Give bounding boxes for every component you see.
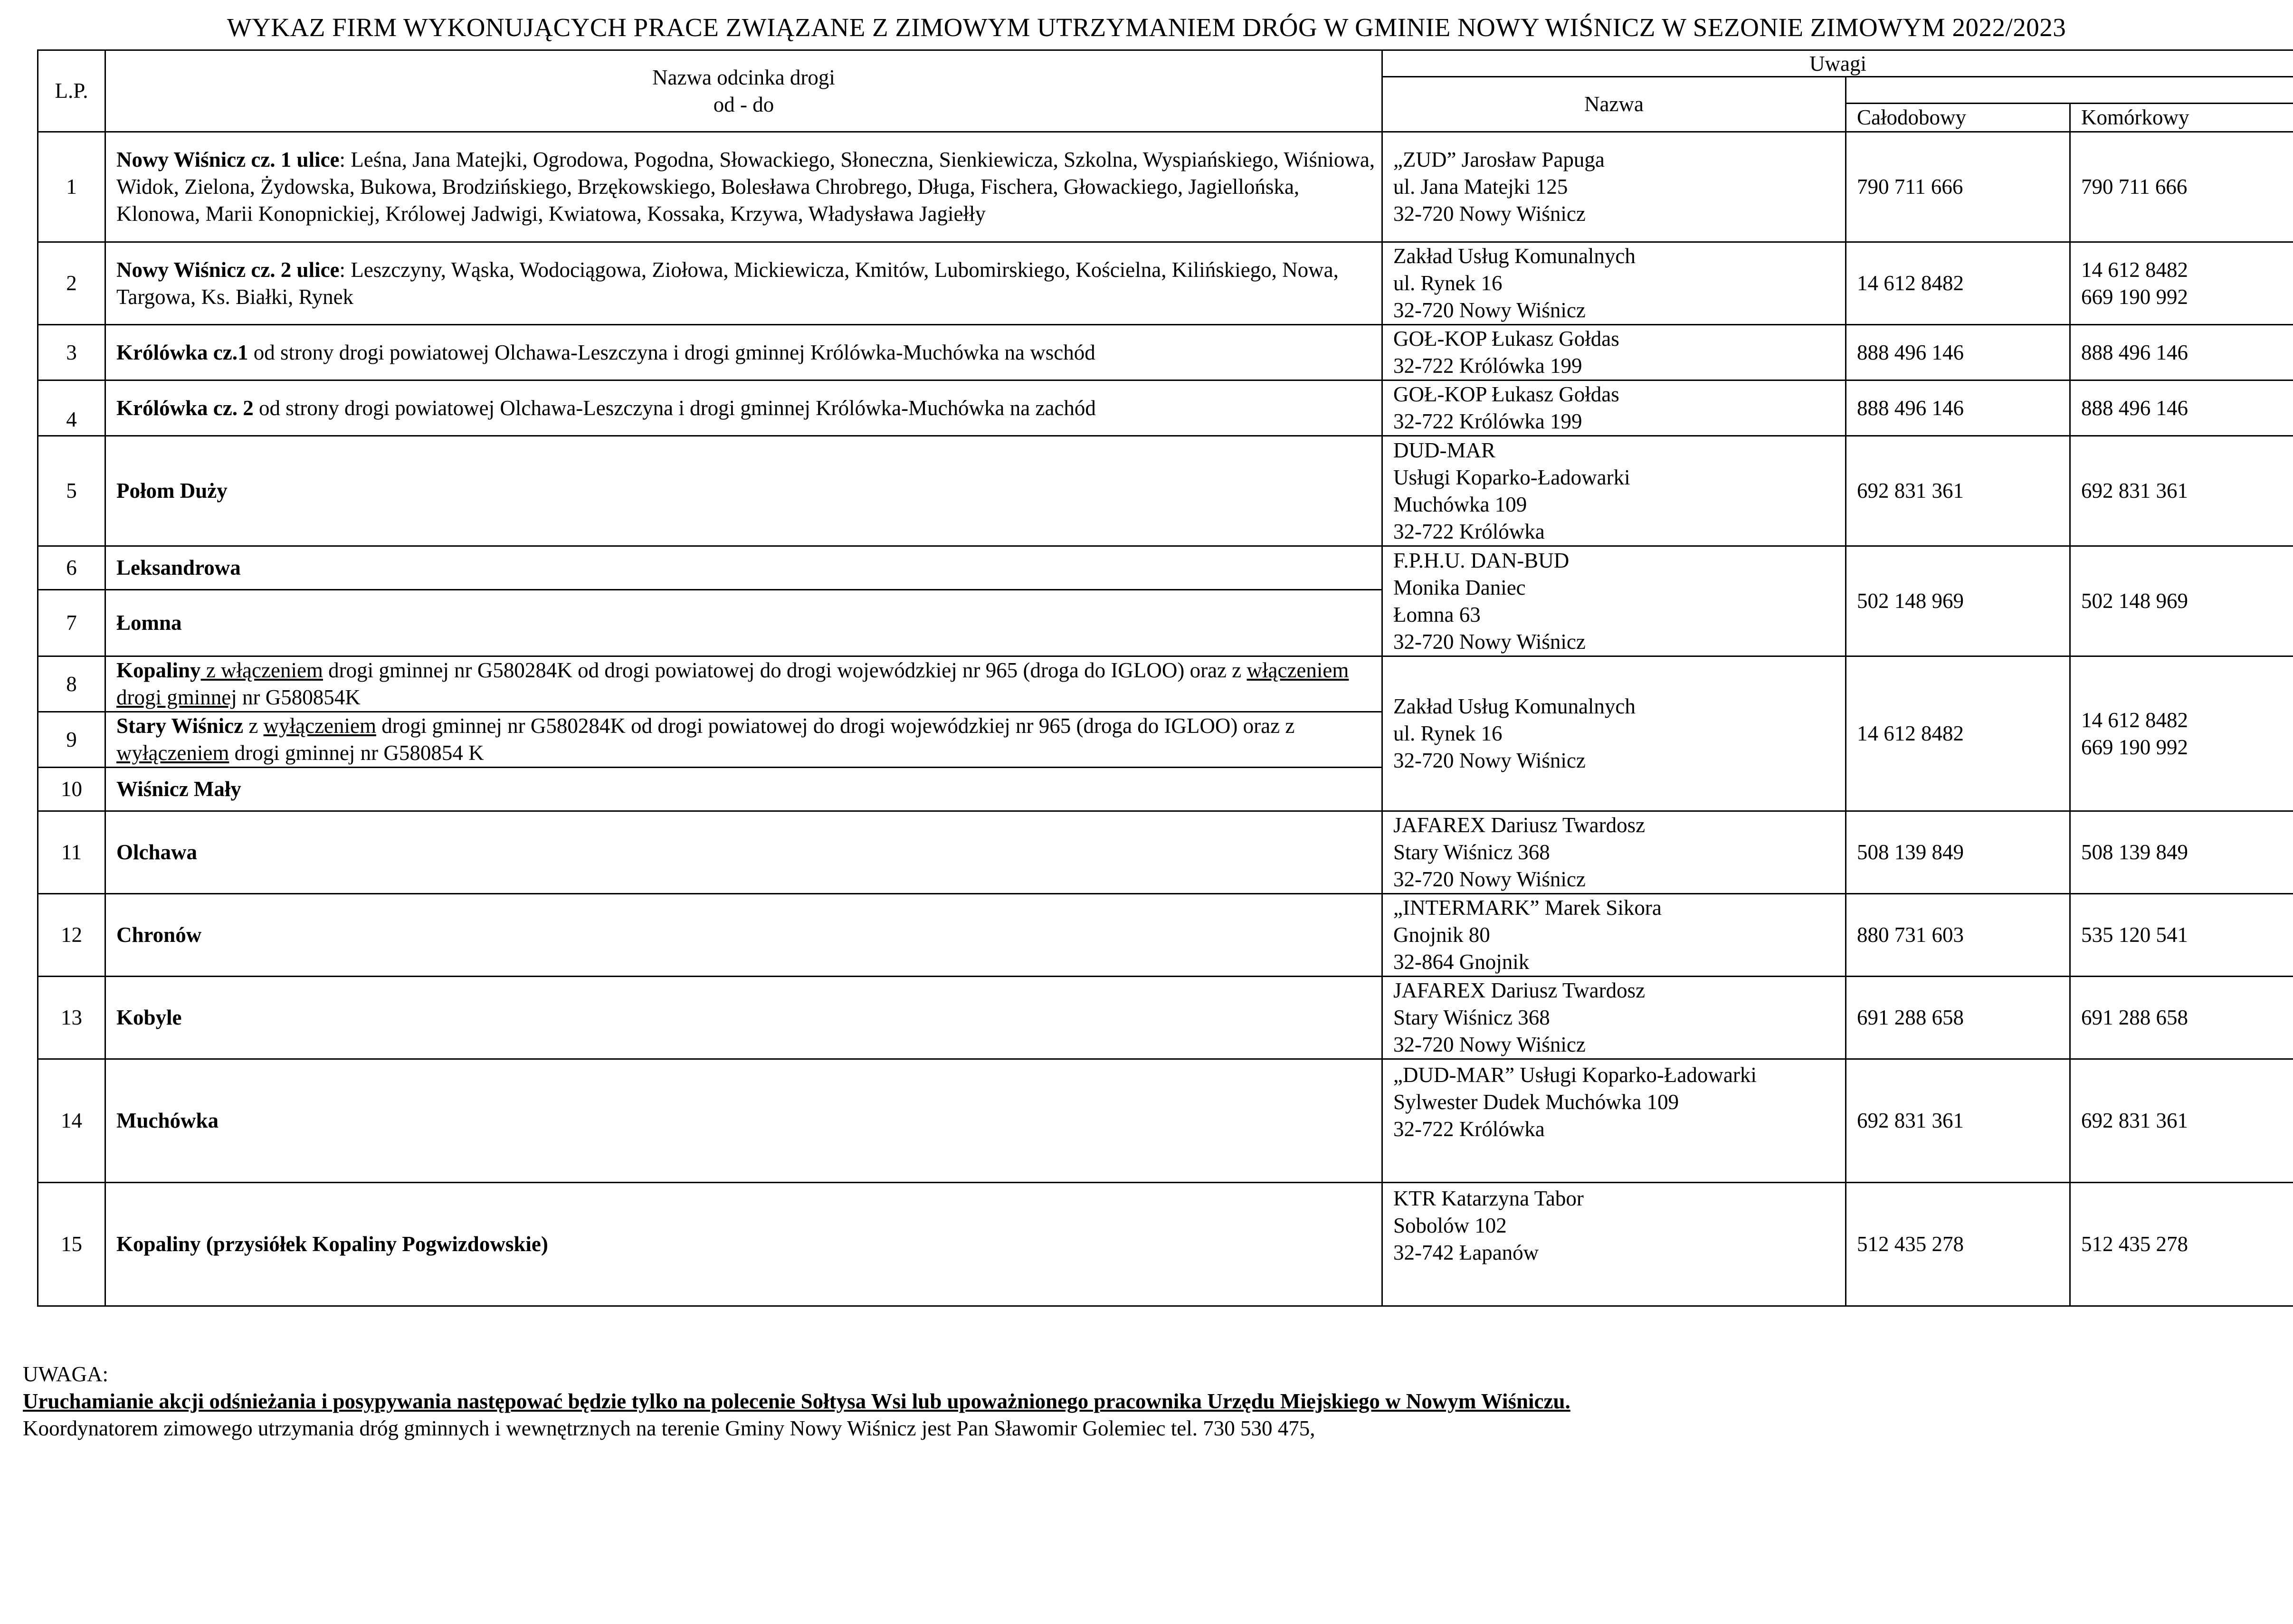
header-nazwa: Nazwa [1382,77,1846,132]
phone-line: 14 612 8482 [2081,708,2188,732]
row-firm [1382,325,1846,380]
row-road [105,656,1382,712]
firm-line: 32-742 Łapanów [1393,1241,1539,1264]
firm-line: ul. Rynek 16 [1393,722,1503,745]
phone-line: 502 148 969 [2081,589,2188,613]
firm-line: Zakład Usług Komunalnych [1393,694,1636,718]
firm-line: „ZUD” Jarosław Papuga [1393,148,1605,171]
firm-line: ul. Jana Matejki 125 [1393,175,1568,199]
road-bold: Leksandrowa [116,556,241,579]
row-road [105,546,1382,590]
firm-line: „DUD-MAR” Usługi Koparko-Ładowarki [1393,1063,1757,1087]
firm-line: 32-720 Nowy Wiśnicz [1393,749,1586,772]
road-underlined: wyłączeniem [116,741,229,765]
road-text: : Leśna, Jana Matejki, Ogrodowa, Pogodna, Słowackiego, Słoneczna, Sienkiewicza, Szkolna, Wyspiańskiego, Wiśniowa, Widok, Zielona, Żydowska, Bukowa, Brodzińskiego, Brzękowskiego, Bolesława Chrobrego, Długa, Fischera, Głowackiego, Jagiellońska, Klonowa, Marii Konopnickiej, Królowej Jadwigi, Kwiatowa, Kossaka, Krzywa, Władysława Jagiełły [116,148,1375,226]
road-text: od strony drogi powiatowej Olchawa-Leszczyna i drogi gminnej Królówka-Muchówka na zachód [253,396,1096,420]
firm-line: Muchówka 109 [1393,492,1527,516]
table-row [38,242,2293,325]
road-bold: Kopaliny [116,658,201,682]
firm-line: DUD-MAR [1393,438,1496,462]
contractors-table [37,49,2293,1307]
road-text: z [200,658,221,682]
table-row [38,1183,2293,1306]
row-lp: 10 [38,768,105,811]
firm-line: 32-722 Królówka [1393,1117,1545,1141]
row-road [105,590,1382,656]
firm-line: 32-722 Królówka 199 [1393,409,1582,433]
row-komorkowy [2070,894,2293,977]
road-bold: Łomna [116,611,182,635]
road-text: : Leszczyny, Wąska, Wodociągowa, Ziołowa, Mickiewicza, Kmitów, Lubomirskiego, Kościelna, Kilińskiego, Nowa, Targowa, Ks. Białki, Rynek [116,257,1339,309]
road-bold: Chronów [116,923,202,947]
firm-line: Stary Wiśnicz 368 [1393,1006,1550,1029]
row-calodobowy: 880 731 603 [1846,894,2070,977]
firm-line: „INTERMARK” Marek Sikora [1393,896,1662,920]
phone-line: 669 190 992 [2081,735,2188,759]
row-road [105,380,1382,436]
road-text: z [243,714,264,738]
road-text: nr G580854K [237,685,361,709]
row-calodobowy: 14 612 8482 [1846,242,2070,325]
firm-line: GOŁ-KOP Łukasz Gołdas [1393,382,1619,406]
phone-line: 535 120 541 [2081,923,2188,947]
road-underlined: wyłączeniem [263,714,376,738]
row-calodobowy: 790 711 666 [1846,132,2070,242]
firm-line: Łomna 63 [1393,602,1481,627]
firm-line: 32-720 Nowy Wiśnicz [1393,629,1586,654]
table-row [38,436,2293,546]
table-row [38,656,2293,712]
firm-line: Gnojnik 80 [1393,923,1490,947]
row-lp: 2 [38,242,105,325]
firm-line: Sobolów 102 [1393,1214,1507,1237]
row-road [105,768,1382,811]
table-row [38,977,2293,1059]
firm-line: ul. Rynek 16 [1393,271,1503,295]
row-lp: 13 [38,977,105,1059]
row-komorkowy [2070,656,2293,811]
row-lp: 15 [38,1183,105,1306]
table-row [38,1059,2293,1183]
row-lp: 12 [38,894,105,977]
row-firm [1382,380,1846,436]
firm-line: Usługi Koparko-Ładowarki [1393,465,1630,489]
row-road [105,242,1382,325]
phone-line: 512 435 278 [2081,1232,2188,1256]
row-firm [1382,894,1846,977]
firm-line: 32-720 Nowy Wiśnicz [1393,298,1586,322]
row-firm [1382,1059,1846,1183]
row-calodobowy: 692 831 361 [1846,436,2070,546]
row-road [105,894,1382,977]
header-uwagi: Uwagi [1382,50,2293,77]
firm-line: Sylwester Dudek Muchówka 109 [1393,1090,1679,1114]
road-bold: Wiśnicz Mały [116,777,241,801]
header-calodobowy: Całodobowy [1846,104,2070,132]
road-bold: Nowy Wiśnicz cz. 2 ulice [116,257,340,282]
road-underlined: włączeniem [221,658,323,682]
row-komorkowy [2070,977,2293,1059]
firm-line: 32-720 Nowy Wiśnicz [1393,867,1586,891]
row-lp: 4 [38,380,105,436]
row-lp: 5 [38,436,105,546]
phone-line: 888 496 146 [2081,396,2188,420]
table-row [38,894,2293,977]
road-text: drogi gminnej nr G580284K od drogi powiatowej do drogi wojewódzkiej nr 965 (droga do IGLOO) oraz z [323,658,1247,682]
phone-line: 669 190 992 [2081,285,2188,309]
row-calodobowy: 888 496 146 [1846,325,2070,380]
row-lp: 3 [38,325,105,380]
row-firm [1382,546,1846,656]
row-road [105,712,1382,768]
row-calodobowy: 502 148 969 [1846,546,2070,656]
row-firm [1382,132,1846,242]
row-lp: 11 [38,811,105,894]
firm-line: Zakład Usług Komunalnych [1393,244,1636,268]
header-road-line2: od - do [713,92,774,116]
row-komorkowy [2070,325,2293,380]
firm-line: 32-864 Gnojnik [1393,950,1530,974]
table-row [38,325,2293,380]
row-calodobowy: 691 288 658 [1846,977,2070,1059]
row-firm [1382,656,1846,811]
firm-line: JAFAREX Dariusz Twardosz [1393,978,1646,1002]
header-blank [1846,77,2293,104]
road-bold: Królówka cz. 2 [116,396,254,420]
firm-line: 32-720 Nowy Wiśnicz [1393,202,1586,226]
row-calodobowy: 692 831 361 [1846,1059,2070,1183]
table-row [38,811,2293,894]
row-firm [1382,436,1846,546]
table-row [38,380,2293,436]
row-komorkowy [2070,1059,2293,1183]
row-road [105,132,1382,242]
row-komorkowy [2070,380,2293,436]
road-bold: Olchawa [116,840,198,864]
header-lp: L.P. [38,50,105,132]
row-komorkowy [2070,1183,2293,1306]
road-text: drogi gminnej nr G580284K od drogi powiatowej do drogi wojewódzkiej nr 965 (droga do IGLOO) oraz z [376,714,1295,738]
phone-line: 692 831 361 [2081,1109,2188,1132]
row-road [105,436,1382,546]
phone-line: 14 612 8482 [2081,257,2188,282]
road-bold: Kobyle [116,1006,182,1029]
row-lp: 7 [38,590,105,656]
row-firm [1382,977,1846,1059]
phone-line: 888 496 146 [2081,340,2188,364]
firm-line: Stary Wiśnicz 368 [1393,840,1550,864]
road-underlined: włączeniem drogi gminnej [116,658,1349,709]
header-road-line1: Nazwa odcinka drogi [652,65,835,89]
firm-line: 32-720 Nowy Wiśnicz [1393,1033,1586,1056]
row-road [105,325,1382,380]
road-bold: Królówka cz.1 [116,340,248,364]
header-komorkowy: Komórkowy [2070,104,2293,132]
row-komorkowy [2070,132,2293,242]
row-road [105,1059,1382,1183]
row-firm [1382,1183,1846,1306]
note-warning: Uruchamianie akcji odśnieżania i posypywania następować będzie tylko na polecenie Sołtysa Wsi lub upoważnionego pracownika Urzędu Miejskiego w Nowym Wiśniczu. [23,1389,1570,1413]
row-road [105,1183,1382,1306]
road-bold: Kopaliny (przysiółek Kopaliny Pogwizdowskie) [116,1232,548,1256]
row-road [105,977,1382,1059]
row-lp: 9 [38,712,105,768]
row-komorkowy [2070,436,2293,546]
row-komorkowy [2070,242,2293,325]
row-lp: 14 [38,1059,105,1183]
firm-line: Monika Daniec [1393,575,1526,599]
phone-line: 691 288 658 [2081,1006,2188,1029]
table-row [38,546,2293,590]
note-coordinator: Koordynatorem zimowego utrzymania dróg gminnych i wewnętrznych na terenie Gminy Nowy Wiśnicz jest Pan Sławomir Golemiec tel. 730 530 475, [23,1416,1315,1440]
row-calodobowy: 508 139 849 [1846,811,2070,894]
firm-line: JAFAREX Dariusz Twardosz [1393,813,1646,837]
row-komorkowy [2070,811,2293,894]
road-text: od strony drogi powiatowej Olchawa-Leszczyna i drogi gminnej Królówka-Muchówka na wschód [248,340,1095,364]
row-firm [1382,242,1846,325]
row-calodobowy: 14 612 8482 [1846,656,2070,811]
row-road [105,811,1382,894]
phone-line: 790 711 666 [2081,175,2188,199]
row-calodobowy: 512 435 278 [1846,1183,2070,1306]
note-section [23,1361,1570,1442]
table-row [38,132,2293,242]
road-bold: Stary Wiśnicz [116,714,244,738]
row-lp: 8 [38,656,105,712]
road-bold: Muchówka [116,1109,219,1132]
firm-line: GOŁ-KOP Łukasz Gołdas [1393,327,1619,351]
phone-line: 508 139 849 [2081,840,2188,864]
row-firm [1382,811,1846,894]
row-calodobowy: 888 496 146 [1846,380,2070,436]
firm-line: 32-722 Królówka 199 [1393,354,1582,378]
firm-line: F.P.H.U. DAN-BUD [1393,548,1570,572]
note-label: UWAGA: [23,1362,108,1386]
firm-line: 32-722 Królówka [1393,519,1545,543]
page-title: WYKAZ FIRM WYKONUJĄCYCH PRACE ZWIĄZANE Z ZIMOWYM UTRZYMANIEM DRÓG W GMINIE NOWY WIŚNICZ W SEZONIE ZIMOWYM 2022/2023 [227,13,2066,42]
row-lp: 1 [38,132,105,242]
phone-line: 692 831 361 [2081,479,2188,503]
road-bold: Nowy Wiśnicz cz. 1 ulice [116,148,340,171]
row-lp: 6 [38,546,105,590]
firm-line: KTR Katarzyna Tabor [1393,1187,1584,1210]
header-road [105,50,1382,132]
road-text: drogi gminnej nr G580854 K [229,741,484,765]
road-bold: Połom Duży [116,479,228,503]
row-komorkowy [2070,546,2293,656]
